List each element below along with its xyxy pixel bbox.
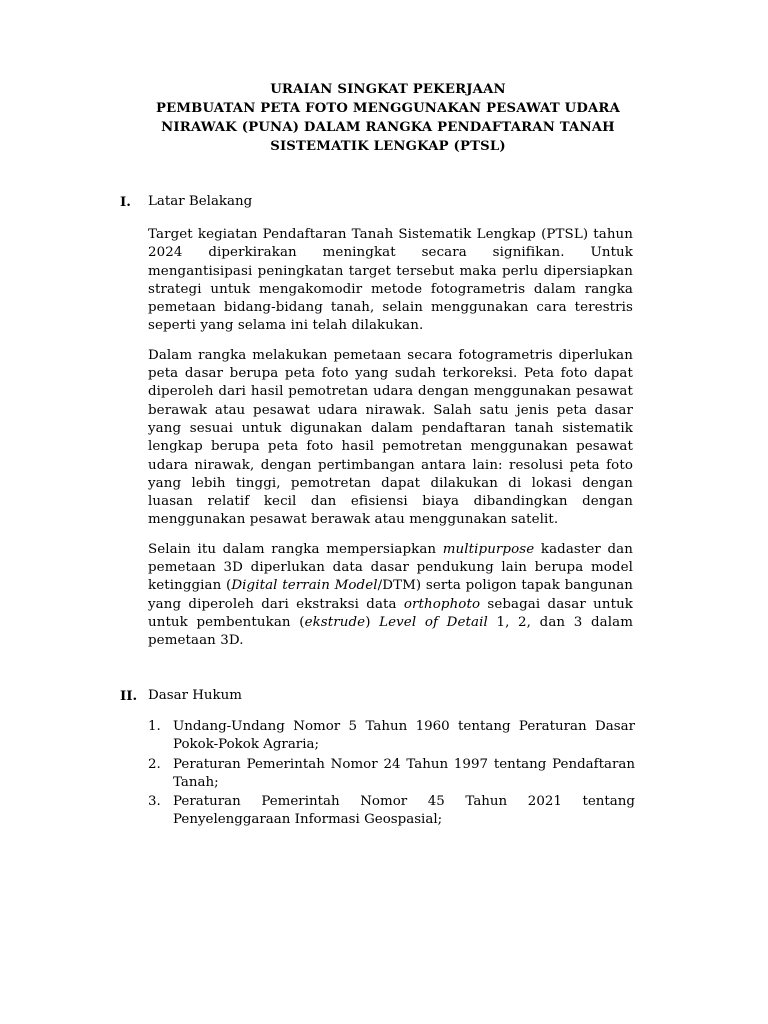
list-item-number: 2. [148,756,161,772]
paragraph-3-italic: ekstrude [304,614,366,630]
section-heading-text: Dasar Hukum [148,688,242,703]
list-item-text: Peraturan Pemerintah Nomor 24 Tahun 1997 tentang Pendaftaran Tanah; [173,756,635,790]
list-item [148,756,635,793]
section-dasar-hukum [120,686,635,830]
section-number: I. [120,194,131,210]
title-line-2: PEMBUATAN PETA FOTO MENGGUNAKAN PESAWAT UDARA [155,101,621,116]
paragraph-3-segment: Selain itu dalam rangka mempersiapkan [148,541,443,557]
paragraph-2 [148,347,633,530]
paragraph-3-segment: 1, 2, dan 3 dalam pemetaan 3D. [148,614,633,649]
paragraph-3-segment: ) [365,614,380,630]
paragraph-3-italic: Digital terrain Model [231,578,378,594]
paragraph-3-italic: multipurpose [442,541,535,557]
list-item-number: 3. [148,794,161,810]
paragraph-3-italic: orthophoto [403,596,481,612]
title-line-4: SISTEMATIK LENGKAP (PTSL) [270,139,506,154]
paragraph-2-text: Dalam rangka melakukan pemetaan secara fotogrametris diperlukan peta dasar berupa peta foto yang sudah terkoreksi. Peta foto dapat diperoleh dari hasil pemotretan udara dengan menggunakan pesawat berawak atau pesawat udara nirawak. Salah satu jenis peta dasar yang sesuai untuk digunakan dalam pendaftaran tanah sistematik lengkap berupa peta foto hasil pemotretan menggunakan pesawat udara nirawak, dengan pertimbangan antara lain: resolusi peta foto yang lebih tinggi, pemotretan dapat dilakukan di lokasi dengan luasan relatif kecil dan efisiensi biaya dibandingkan dengan menggunakan pesawat berawak atau menggunakan satelit. [148,347,633,528]
paragraph-3-text [148,541,633,651]
paragraph-3-segment: kadaster dan pemetaan 3D diperlukan data dasar pendukung lain berupa model ketinggian ( [148,541,633,594]
paragraph-3-segment: /DTM) serta poligon tapak bangunan yang diperoleh dari ekstraksi data [148,578,634,612]
list-item [148,793,635,830]
title-line-3: NIRAWAK (PUNA) DALAM RANGKA PENDAFTARAN TANAH [161,120,615,135]
section-latar-belakang [120,192,635,651]
paragraph-3-segment: sebagai dasar untuk untuk pembentukan ( [148,596,634,630]
paragraph-3-italic: Level of Detail [379,614,488,630]
legal-basis-list [148,718,635,830]
list-item-text: Peraturan Pemerintah Nomor 45 Tahun 2021 tentang Penyelenggaraan Informasi Geospasial; [173,794,635,828]
section-number: II. [120,688,138,704]
paragraph-1-text: Target kegiatan Pendaftaran Tanah Sistematik Lengkap (PTSL) tahun 2024 diperkirakan meningkat secara signifikan. Untuk mengantisipasi peningkatan target tersebut maka perlu dipersiapkan strategi untuk mengakomodir metode fotogrametris dalam rangka pemetaan bidang-bidang tanah, selain menggunakan cara terestris seperti yang selama ini telah dilakukan. [148,227,633,334]
section-heading [120,686,635,706]
paragraph-3 [148,541,633,651]
paragraph-1 [148,226,633,336]
list-item-number: 1. [148,719,161,734]
section-heading-text: Latar Belakang [148,194,253,209]
list-item [148,718,635,755]
section-heading [120,192,635,212]
document-title [140,80,636,156]
title-line-1: URAIAN SINGKAT PEKERJAAN [270,82,506,97]
list-item-text: Undang-Undang Nomor 5 Tahun 1960 tentang Peraturan Dasar Pokok-Pokok Agraria; [173,719,635,753]
